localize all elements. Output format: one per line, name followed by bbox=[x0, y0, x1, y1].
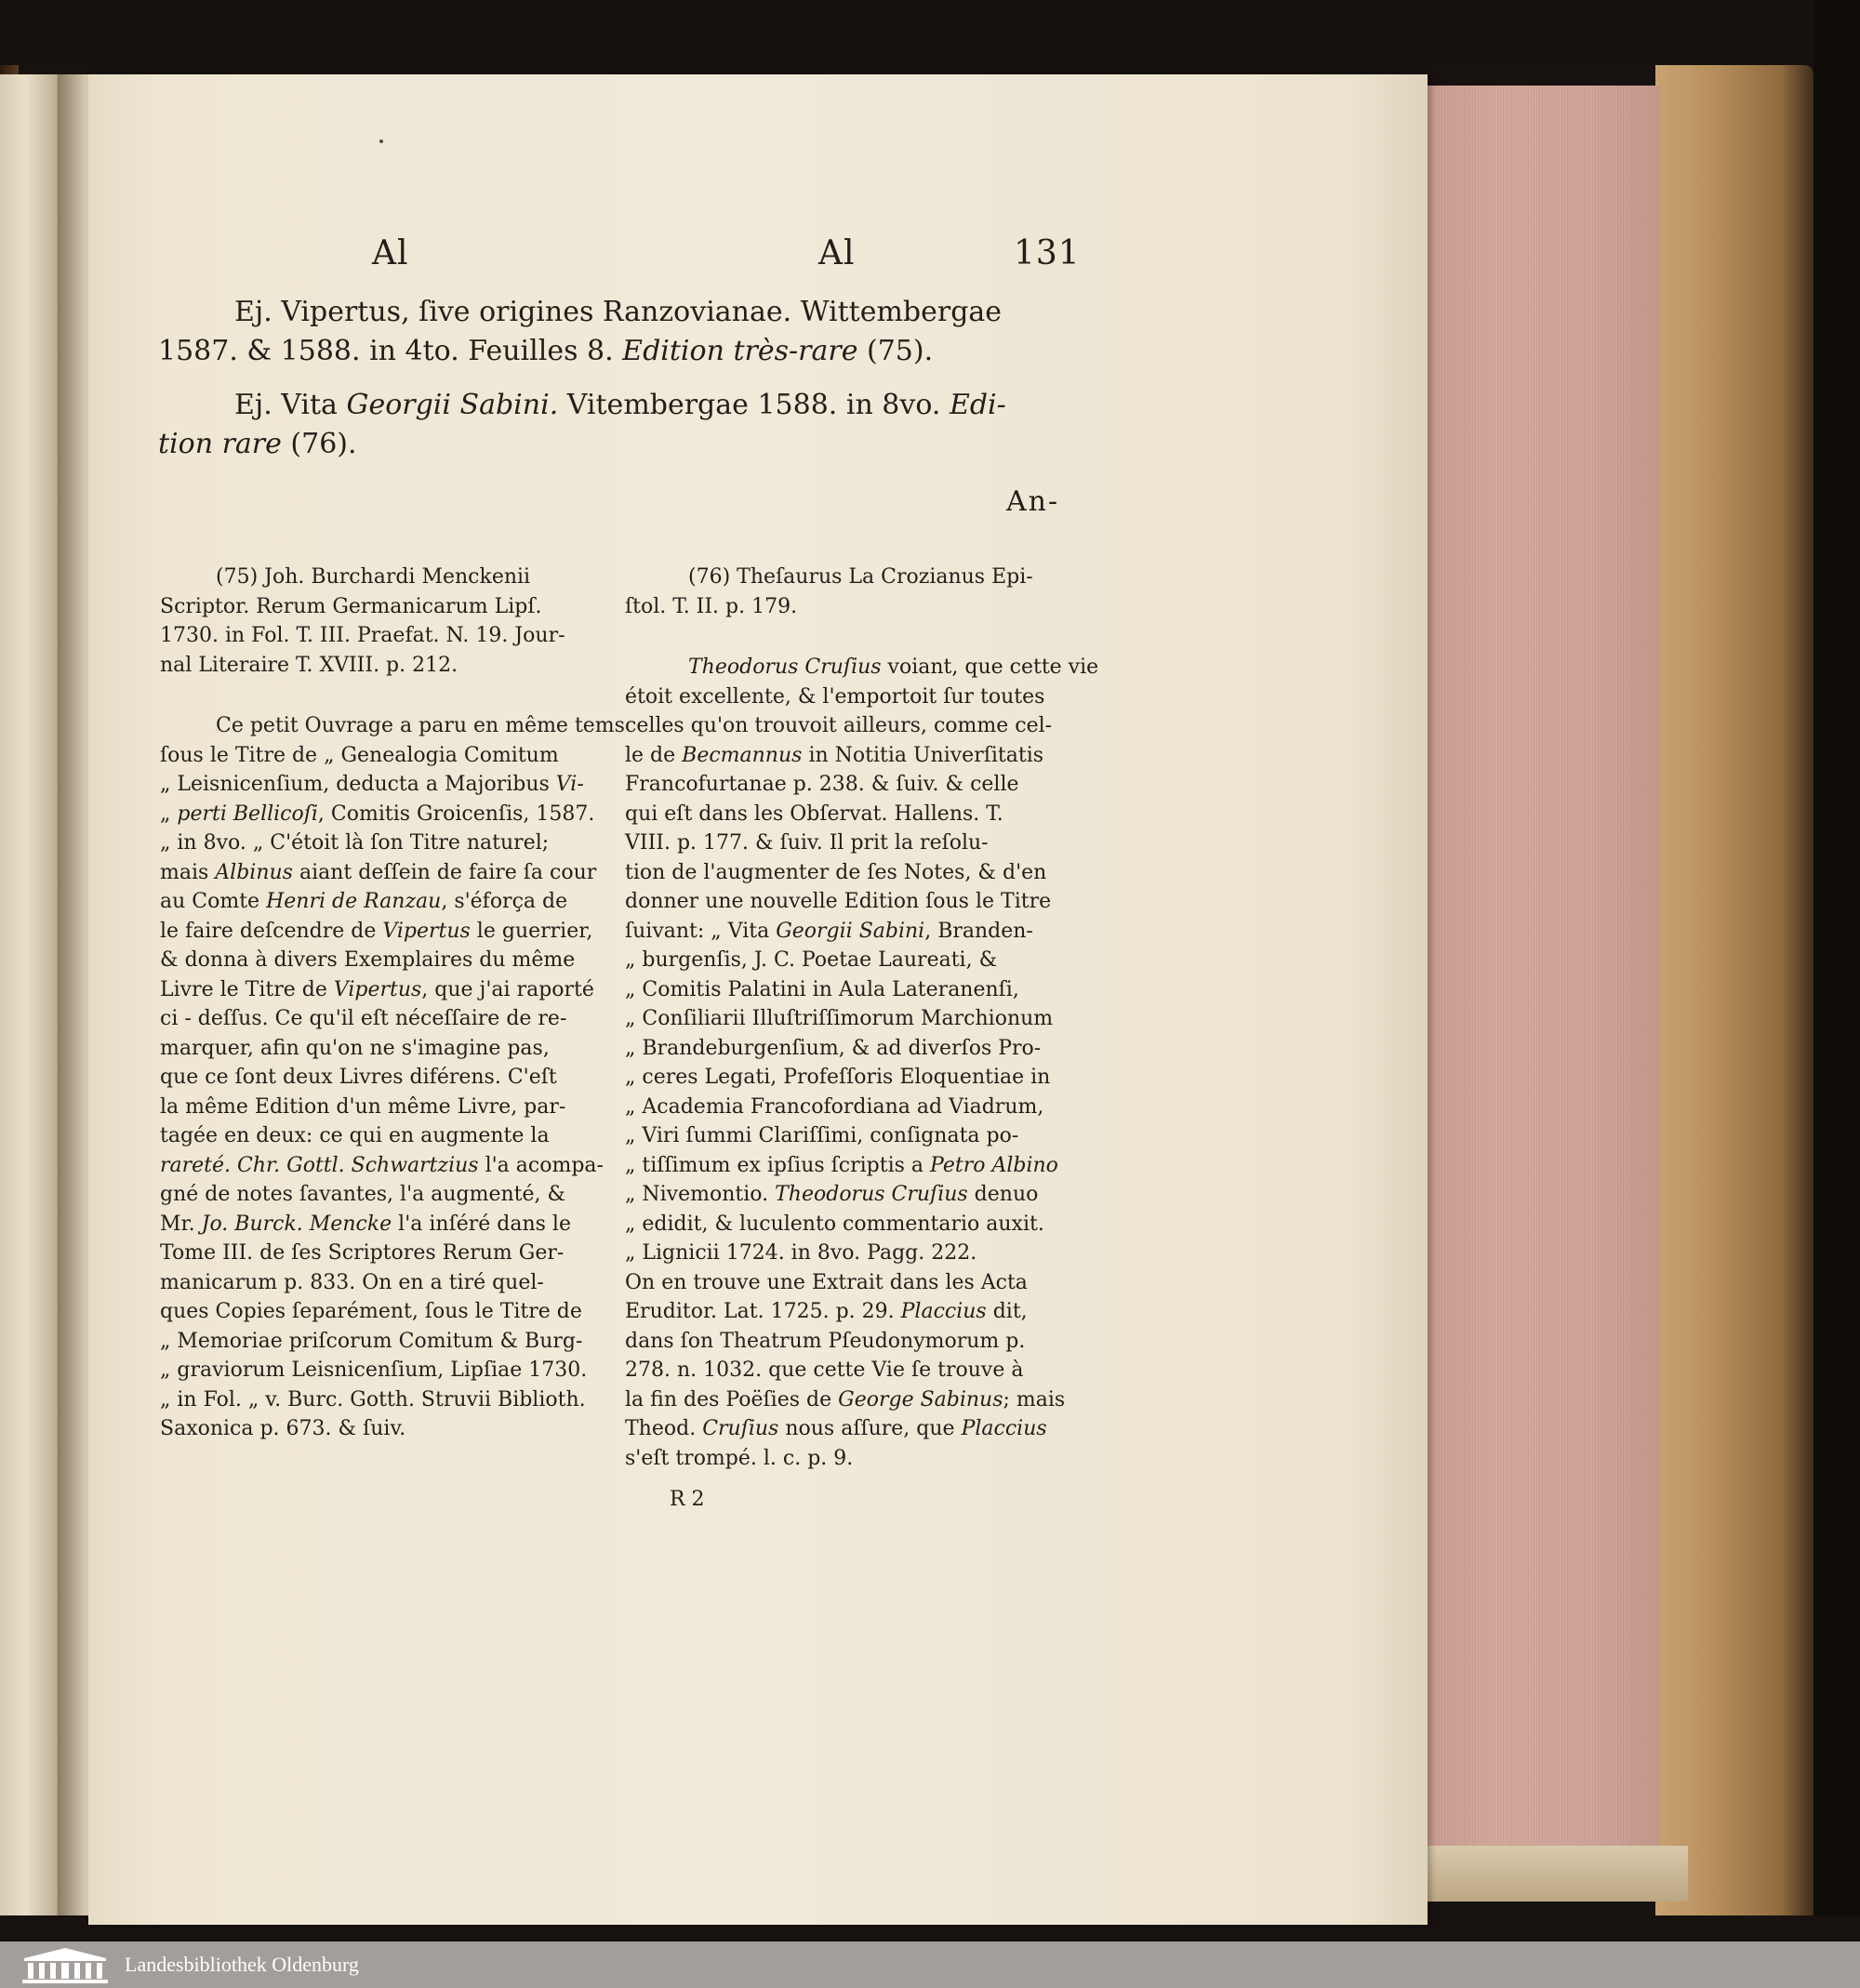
footnote-line bbox=[160, 802, 594, 826]
footer-bar bbox=[0, 1942, 1860, 1988]
footnote-line bbox=[160, 595, 541, 618]
footnote-line-segment: ſuivant: „ Vita bbox=[625, 919, 777, 943]
footnote-line bbox=[625, 1330, 1025, 1353]
footnote-line-segment: l'a inſéré dans le bbox=[392, 1212, 571, 1236]
footnote-line bbox=[625, 978, 1019, 1001]
footnote-line bbox=[160, 1358, 587, 1382]
footnote-line-segment: „ Brandeburgenſium, & ad diverſos Pro- bbox=[625, 1036, 1042, 1060]
footnote-line-segment bbox=[231, 1154, 237, 1177]
footnote-line-segment: manicarum p. 833. On en a tiré quel- bbox=[160, 1270, 544, 1294]
footnote-line bbox=[625, 1037, 1041, 1060]
footnote-line-segment: ; mais bbox=[1003, 1387, 1066, 1411]
footnote-line-segment: 278. n. 1032. que cette Vie ſe trouve à bbox=[625, 1358, 1024, 1382]
left-page-edge bbox=[0, 74, 65, 1925]
running-head-left: Al bbox=[372, 234, 409, 272]
footnote-line bbox=[625, 802, 1003, 826]
footnote-line-segment: nal Literaire T. XVIII. p. 212. bbox=[160, 653, 458, 677]
footnote-line bbox=[160, 1330, 582, 1353]
footnote-line bbox=[625, 595, 797, 618]
footnote-line bbox=[625, 744, 1043, 767]
footnote-line-segment: le faire deſcendre de bbox=[160, 919, 383, 943]
footnote-line-segment: „ in Fol. „ v. Burc. Gotth. Struvii Biblioth. bbox=[160, 1387, 586, 1411]
footnote-line-segment: „ edidit, & luculento commentario auxit. bbox=[625, 1212, 1044, 1236]
footnote-line-segment: Vipertus bbox=[382, 919, 471, 943]
footnote-line bbox=[688, 565, 1033, 589]
main-entry-line bbox=[234, 389, 1006, 421]
footnote-line-segment: , que j'ai raporté bbox=[421, 977, 594, 1001]
footnote-line bbox=[625, 1095, 1043, 1119]
footnote-line-segment: Tome III. de ſes Scriptores Rerum Ger- bbox=[160, 1241, 565, 1265]
footnote-line-segment: Albinus bbox=[215, 860, 293, 884]
main-entry-line bbox=[158, 428, 357, 460]
footnote-line-segment: (75) Joh. Burchardi Menckenii bbox=[216, 565, 531, 589]
footnote-line bbox=[160, 920, 592, 943]
footnote-line bbox=[625, 948, 997, 972]
main-entry-line-segment: Ej. Vita bbox=[234, 389, 347, 421]
main-entry-line-segment: (75). bbox=[857, 335, 934, 367]
footnote-line-segment: & donna à divers Exemplaires du même bbox=[160, 948, 576, 972]
footnote-line bbox=[160, 1388, 586, 1411]
running-head-center: Al bbox=[818, 234, 856, 272]
footnote-line-segment: „ burgenſis, J. C. Poetae Laureati, & bbox=[625, 948, 998, 972]
footnote-line-segment: „ Memoriae priſcorum Comitum & Burg- bbox=[160, 1329, 583, 1353]
footnote-line bbox=[160, 1271, 544, 1294]
footnote-line-segment: Chr. Gottl. Schwartzius bbox=[237, 1153, 479, 1177]
footnote-line-segment: au Comte bbox=[160, 890, 267, 913]
footnote-line-segment: la même Edition d'un même Livre, par- bbox=[160, 1094, 566, 1119]
footnote-line-segment: ci - deſſus. Ce qu'il eſt néceſſaire de re- bbox=[160, 1007, 567, 1030]
main-entry-line-segment: 1587. & 1588. in 4to. Feuilles 8. bbox=[158, 335, 623, 367]
footnote-line-segment: Placcius bbox=[961, 1417, 1047, 1440]
footnote-line bbox=[625, 1183, 1038, 1206]
footnote-line bbox=[625, 1358, 1023, 1382]
footnote-line bbox=[625, 1213, 1044, 1236]
footnote-line-segment: Petro Albino bbox=[930, 1153, 1058, 1177]
footnote-line-segment: Becmannus bbox=[682, 743, 803, 767]
footnote-line-segment: le guerrier, bbox=[470, 919, 593, 943]
footnote-line bbox=[160, 1183, 565, 1206]
footnote-line-segment: Placcius bbox=[900, 1300, 987, 1323]
footnote-line bbox=[160, 1037, 550, 1060]
main-entry-line bbox=[158, 335, 933, 367]
footnote-line-segment: Jo. Burck. Mencke bbox=[201, 1212, 392, 1236]
footnote-line-segment: Livre le Titre de bbox=[160, 977, 334, 1001]
footnote-line-segment: , s'éforça de bbox=[441, 890, 568, 913]
footnote-line-segment: „ ceres Legati, Profeſſoris Eloquentiae in bbox=[625, 1066, 1051, 1089]
footnote-line bbox=[160, 1213, 571, 1236]
page-block-edge bbox=[1428, 86, 1660, 1852]
footnote-line bbox=[625, 920, 1033, 943]
footnote-line-segment: „ tiſſimum ex ipſius ſcriptis a bbox=[625, 1153, 931, 1177]
footnote-line-segment: Scriptor. Rerum Germanicarum Lipſ. bbox=[160, 594, 542, 618]
main-entry-line bbox=[234, 296, 1002, 328]
footnote-line-segment: „ graviorum Leisnicenſium, Lipſiae 1730. bbox=[160, 1358, 588, 1382]
footnote-line-segment: la fin des Poëſies de bbox=[625, 1387, 839, 1411]
footnote-line bbox=[160, 744, 559, 767]
footnote-line bbox=[160, 1300, 582, 1323]
footnote-line-segment: tagée en deux: ce qui en augmente la bbox=[160, 1124, 550, 1147]
footnote-line-segment: On en trouve une Extrait dans les Acta bbox=[625, 1270, 1028, 1294]
footnote-line bbox=[160, 948, 575, 972]
main-entry-line-segment: tion rare bbox=[158, 428, 282, 460]
footnote-line-segment: (76) Theſaurus La Crozianus Epi- bbox=[688, 565, 1033, 589]
back-cover bbox=[1655, 65, 1814, 1934]
background-top bbox=[0, 0, 1860, 65]
footnote-line-segment: le de bbox=[625, 743, 683, 767]
footnote-line-segment: aiant deſſein de faire ſa cour bbox=[292, 860, 597, 884]
footnote-line bbox=[160, 1154, 604, 1177]
footnote-line-segment: in Notitia Univerſitatis bbox=[802, 743, 1044, 767]
footnote-line-segment: gné de notes ſavantes, l'a augmenté, & bbox=[160, 1183, 566, 1206]
footnote-line-segment: rareté. bbox=[160, 1153, 232, 1177]
footnote-line-segment: Georgii Sabini bbox=[776, 919, 925, 943]
footnote-line bbox=[688, 656, 1098, 679]
footnote-line-segment: Mr. bbox=[160, 1212, 202, 1236]
footnote-line-segment: celles qu'on trouvoit ailleurs, comme cel- bbox=[625, 714, 1053, 737]
footnote-line bbox=[160, 831, 549, 855]
footnote-line bbox=[625, 1154, 1058, 1177]
footnote-line-segment: marquer, afin qu'on ne s'imagine pas, bbox=[160, 1036, 550, 1060]
footnote-line-segment: Francofurtanae p. 238. & ſuiv. & celle bbox=[625, 773, 1019, 796]
footnote-line bbox=[216, 714, 625, 737]
footnote-line-segment: „ in 8vo. „ C'étoit là ſon Titre naturel; bbox=[160, 831, 550, 855]
footnote-line-segment: Ce petit Ouvrage a paru en même tems bbox=[216, 714, 625, 737]
footnote-line-segment: Henri de Ranzau bbox=[266, 890, 442, 913]
footnote-line bbox=[160, 1095, 565, 1119]
footnote-line-segment: „ Leisnicenſium, deducta a Majoribus bbox=[160, 773, 556, 796]
footnote-line bbox=[625, 1300, 1028, 1323]
footnote-line-segment: s'eſt trompé. l. c. p. 9. bbox=[625, 1446, 854, 1470]
footnote-line-segment: „ Academia Francofordiana ad Viadrum, bbox=[625, 1094, 1044, 1119]
ink-speck bbox=[379, 139, 383, 143]
footnote-line-segment: Vipertus bbox=[333, 977, 422, 1001]
footnote-line bbox=[625, 1447, 853, 1470]
footnote-line bbox=[625, 1271, 1028, 1294]
footnote-line-segment: Saxonica p. 673. & ſuiv. bbox=[160, 1417, 406, 1440]
footnote-line bbox=[625, 1241, 976, 1265]
footnote-line-segment: denuo bbox=[967, 1183, 1039, 1206]
footnote-line bbox=[160, 654, 458, 677]
background-right bbox=[1814, 0, 1860, 1942]
main-entry-line-segment: Ej. Vipertus, ſive origines Ranzovianae. Wittembergae bbox=[234, 296, 1003, 328]
footnote-line-segment: dans ſon Theatrum Pſeudonymorum p. bbox=[625, 1329, 1026, 1353]
footnote-line-segment: que ce ſont deux Livres diférens. C'eſt bbox=[160, 1066, 557, 1089]
footnote-line bbox=[625, 1066, 1050, 1089]
footnote-line-segment: „ Conſiliarii Illuſtriſſimorum Marchionum bbox=[625, 1007, 1054, 1030]
signature-mark: R 2 bbox=[670, 1488, 705, 1511]
footnote-line-segment: , Branden- bbox=[924, 919, 1033, 943]
footnote-line bbox=[625, 1388, 1065, 1411]
footnote-line-segment: , Comitis Groicenſis, 1587. bbox=[317, 802, 595, 826]
footnote-line-segment: VIII. p. 177. & ſuiv. Il prit la reſolu- bbox=[625, 831, 989, 855]
page-block-bottom bbox=[1428, 1846, 1688, 1902]
footnote-line bbox=[160, 624, 565, 647]
footnote-line-segment: Eruditor. Lat. 1725. p. 29. bbox=[625, 1300, 901, 1323]
footnote-line-segment: qui eſt dans les Obſervat. Hallens. T. bbox=[625, 802, 1003, 826]
footnote-line bbox=[216, 565, 530, 589]
footnote-line bbox=[160, 890, 567, 913]
footnote-line bbox=[625, 1124, 1018, 1147]
footnote-line-segment: „ Comitis Palatini in Aula Lateranenſi, bbox=[625, 977, 1019, 1001]
footnote-line-segment: dit, bbox=[986, 1300, 1028, 1323]
footnote-line-segment: Theodorus Cruſius bbox=[688, 656, 882, 679]
footnote-line-segment: ſous le Titre de „ Genealogia Comitum bbox=[160, 743, 559, 767]
footnote-line-segment: étoit excellente, & l'emportoit ſur toutes bbox=[625, 684, 1045, 709]
footnote-line bbox=[160, 1007, 566, 1030]
footnote-line-segment: Theodorus Cruſius bbox=[775, 1183, 968, 1206]
footnote-line bbox=[160, 1124, 550, 1147]
footnote-line-segment: Theod. bbox=[625, 1417, 703, 1440]
footnote-line-segment: „ bbox=[160, 802, 178, 826]
footnote-line bbox=[625, 714, 1052, 737]
main-entry-line-segment: Edi- bbox=[949, 389, 1006, 421]
library-building-icon bbox=[19, 1945, 112, 1984]
footnote-line-segment: nous aſſure, que bbox=[778, 1417, 962, 1440]
library-name: Landesbibliothek Oldenburg bbox=[125, 1953, 359, 1976]
footnote-line bbox=[160, 978, 594, 1001]
footnote-line bbox=[160, 861, 596, 884]
footnote-line bbox=[160, 1066, 557, 1089]
footnote-line-segment: tion de l'augmenter de ſes Notes, & d'en bbox=[625, 860, 1047, 884]
footnote-line bbox=[625, 831, 989, 855]
footnote-line-segment: perti Bellicoſi bbox=[177, 802, 318, 826]
footnote-line-segment: Cruſius bbox=[702, 1417, 779, 1440]
footnote-line bbox=[625, 1007, 1053, 1030]
footnote-line-segment: voiant, que cette vie bbox=[881, 656, 1099, 679]
catchword: An- bbox=[1006, 485, 1060, 518]
footnote-line bbox=[625, 773, 1019, 796]
footnote-line bbox=[160, 1417, 405, 1440]
footnote-line bbox=[160, 773, 584, 796]
footnote-line-segment: l'a acompa- bbox=[478, 1153, 604, 1177]
footnote-line-segment: George Sabinus bbox=[838, 1387, 1003, 1411]
footnote-line-segment: mais bbox=[160, 860, 216, 884]
main-entry-line-segment: Edition très-rare bbox=[622, 335, 858, 367]
footnote-line bbox=[625, 685, 1044, 709]
main-entry-line-segment: (76). bbox=[281, 428, 357, 460]
footnote-line bbox=[625, 861, 1046, 884]
footnote-line-segment: „ Viri ſummi Clariſſimi, conſignata po- bbox=[625, 1124, 1019, 1147]
footnote-line bbox=[625, 890, 1051, 913]
footnote-line-segment: „ Lignicii 1724. in 8vo. Pagg. 222. bbox=[625, 1241, 977, 1265]
footnote-line-segment: 1730. in Fol. T. III. Praefat. N. 19. Jour- bbox=[160, 624, 565, 647]
footnote-line-segment: Vi- bbox=[555, 773, 584, 796]
main-entry-line-segment: Vitembergae 1588. in 8vo. bbox=[558, 389, 950, 421]
footnote-line-segment: ſtol. T. II. p. 179. bbox=[625, 594, 798, 618]
main-entry-line-segment: Georgii Sabini. bbox=[346, 389, 559, 421]
footnote-line-segment: donner une nouvelle Edition ſous le Titre bbox=[625, 890, 1052, 913]
footnote-line bbox=[625, 1417, 1047, 1440]
page-number: 131 bbox=[1014, 234, 1081, 272]
footnote-line-segment: „ Nivemontio. bbox=[625, 1183, 776, 1206]
footnote-line bbox=[160, 1241, 564, 1265]
footnote-line-segment: ques Copies ſeparément, ſous le Titre de bbox=[160, 1300, 582, 1323]
